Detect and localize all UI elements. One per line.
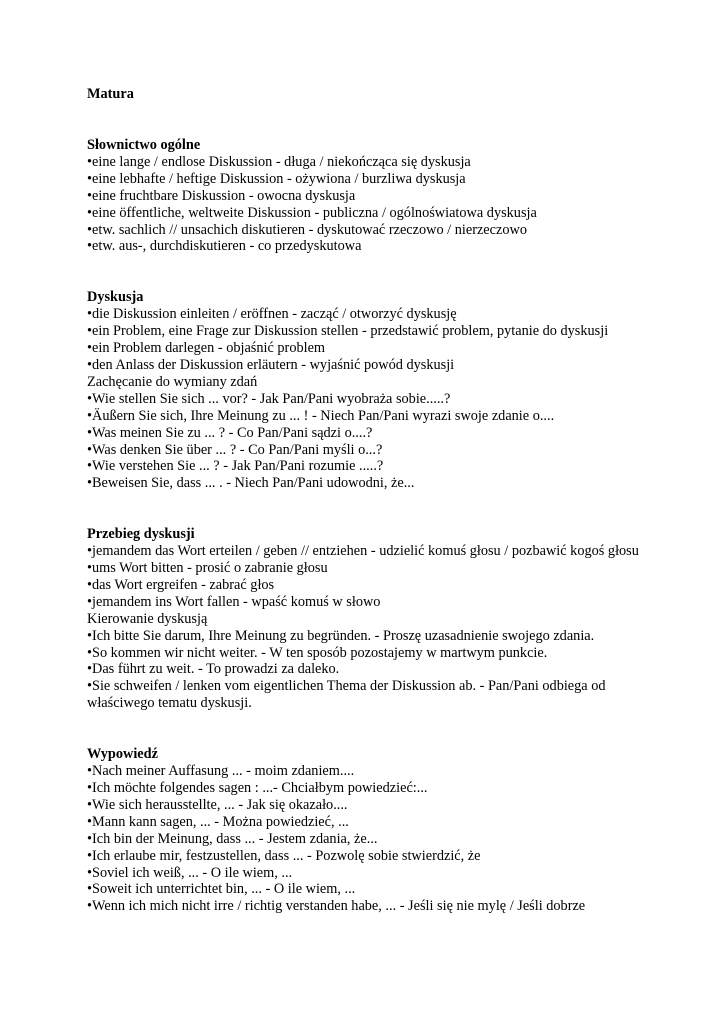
vocab-line: •Sie schweifen / lenken vom eigentlichen Thema der Diskussion ab. - Pan/Pani odbiega od właściwego tematu dyskusji. <box>87 678 606 712</box>
vocab-line: •Wie verstehen Sie ... ? - Jak Pan/Pani rozumie .....? <box>87 458 384 475</box>
subheading: Zachęcanie do wymiany zdań <box>87 373 258 390</box>
vocab-line: •den Anlass der Diskussion erläutern - wyjaśnić powód dyskusji <box>87 356 455 373</box>
section-slownictwo-ogolne <box>87 137 647 255</box>
section-heading: Wypowiedź <box>87 746 158 763</box>
section-heading: Przebieg dyskusji <box>87 526 195 543</box>
vocab-line: •das Wort ergreifen - zabrać głos <box>87 576 275 593</box>
vocab-line: •Ich möchte folgendes sagen : ...- Chciałbym powiedzieć:... <box>87 780 428 796</box>
vocab-line: •eine lebhafte / heftige Diskussion - ożywiona / burzliwa dyskusja <box>87 170 466 187</box>
subheading: Kierowanie dyskusją <box>87 610 208 627</box>
vocab-line: •Ich bitte Sie darum, Ihre Meinung zu begründen. - Proszę uzasadnienie swojego zdania. <box>87 627 595 644</box>
section-wypowiedz <box>87 746 647 915</box>
vocab-line: •Wie stellen Sie sich ... vor? - Jak Pan/Pani wyobraża sobie.....? <box>87 390 451 407</box>
vocab-line: •Ich bin der Meinung, dass ... - Jestem zdania, że... <box>87 830 378 847</box>
vocab-line: •Was meinen Sie zu ... ? - Co Pan/Pani sądzi o....? <box>87 424 373 441</box>
vocab-line: •etw. sachlich // unsachich diskutieren - dyskutować rzeczowo / nierzeczowo <box>87 221 527 238</box>
vocab-line: •Wie sich herausstellte, ... - Jak się okazało.... <box>87 796 348 813</box>
vocab-line: •Was denken Sie über ... ? - Co Pan/Pani myśli o...? <box>87 441 383 458</box>
section-heading: Dyskusja <box>87 289 144 306</box>
vocab-line: •eine lange / endlose Diskussion - długa / niekończąca się dyskusja <box>87 153 471 170</box>
vocab-line: •Nach meiner Auffasung ... - moim zdaniem.... <box>87 763 355 780</box>
vocab-line: •Wenn ich mich nicht irre / richtig verstanden habe, ... - Jeśli się nie mylę / Jeśli dobrze <box>87 898 586 915</box>
vocab-line: •jemandem das Wort erteilen / geben // entziehen - udzielić komuś głosu / pozbawić kogoś głosu <box>87 543 639 560</box>
vocab-line: •ein Problem darlegen - objaśnić problem <box>87 340 326 357</box>
vocab-line: •So kommen wir nicht weiter. - W ten sposób pozostajemy w martwym punkcie. <box>87 644 548 661</box>
vocab-line: •Mann kann sagen, ... - Można powiedzieć, ... <box>87 813 349 830</box>
vocab-line: •Das führt zu weit. - To prowadzi za daleko. <box>87 661 340 678</box>
vocab-line: •Soweit ich unterrichtet bin, ... - O ile wiem, ... <box>87 881 356 898</box>
vocab-line: •eine öffentliche, weltweite Diskussion - publiczna / ogólnoświatowa dyskusja <box>87 204 537 221</box>
vocab-line: •eine fruchtbare Diskussion - owocna dyskusja <box>87 187 356 204</box>
section-przebieg-dyskusji <box>87 526 647 712</box>
vocab-line: •etw. aus-, durchdiskutieren - co przedyskutowa <box>87 238 362 255</box>
section-dyskusja <box>87 289 647 492</box>
vocab-line: •Äußern Sie sich, Ihre Meinung zu ... ! - Niech Pan/Pani wyrazi swoje zdanie o.... <box>87 407 555 424</box>
document-title: Matura <box>87 86 134 102</box>
vocab-line: •ums Wort bitten - prosić o zabranie głosu <box>87 560 328 577</box>
document-page <box>87 86 647 915</box>
vocab-line: •ein Problem, eine Frage zur Diskussion stellen - przedstawić problem, pytanie do dyskusji <box>87 323 609 340</box>
vocab-line: •Ich erlaube mir, festzustellen, dass ... - Pozwolę sobie stwierdzić, że <box>87 847 481 864</box>
section-heading: Słownictwo ogólne <box>87 137 201 153</box>
vocab-line: •jemandem ins Wort fallen - wpaść komuś w słowo <box>87 593 381 610</box>
vocab-line: •Beweisen Sie, dass ... . - Niech Pan/Pani udowodni, że... <box>87 475 415 492</box>
vocab-line: •die Diskussion einleiten / eröffnen - zacząć / otworzyć dyskusję <box>87 306 457 323</box>
vocab-line: •Soviel ich weiß, ... - O ile wiem, ... <box>87 864 293 881</box>
